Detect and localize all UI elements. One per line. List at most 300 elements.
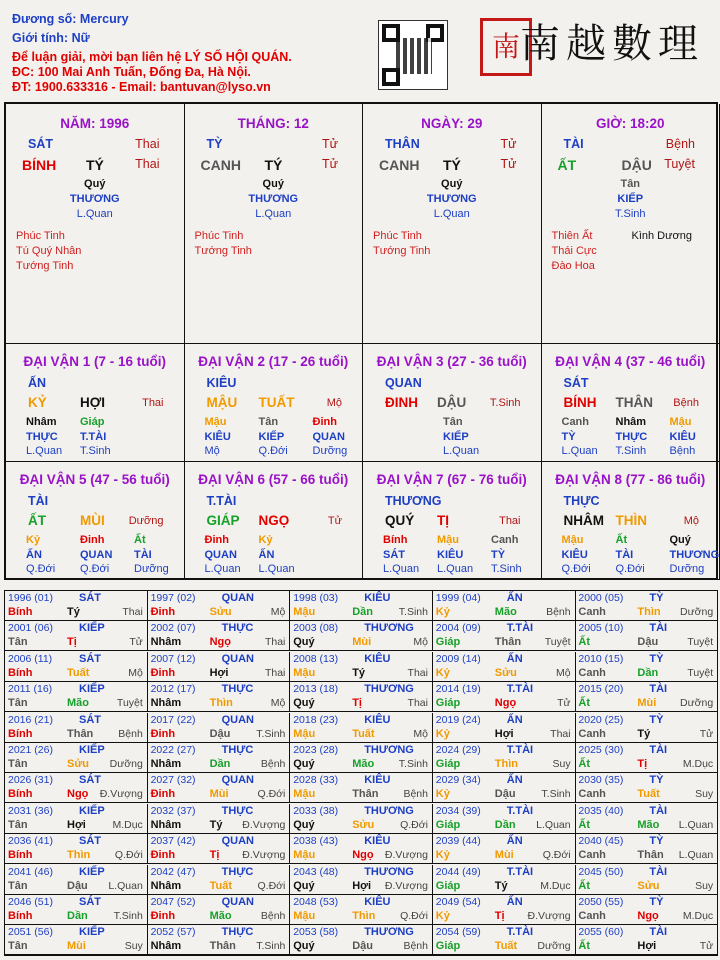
pillar-2 — [363, 104, 542, 344]
year-label: 2041 (46) — [8, 865, 53, 878]
year-cell[interactable] — [290, 804, 433, 834]
year-stem: Giáp — [435, 879, 461, 892]
pillar-stem: CANH — [200, 157, 241, 173]
year-cell[interactable] — [290, 895, 433, 925]
year-label: 2032 (37) — [150, 804, 196, 817]
year-phase: Đ.Vượng — [384, 849, 428, 862]
year-ten-god: QUAN — [221, 592, 254, 604]
year-cell[interactable] — [290, 652, 433, 682]
year-stem: Tân — [8, 636, 28, 649]
year-branch: Tý — [67, 606, 80, 618]
year-stem: Đinh — [150, 606, 176, 618]
year-branch: Sửu — [637, 879, 660, 892]
dai-van-hidden-god: TÀI — [134, 549, 152, 561]
pillar-hidden-phase: L.Quan — [255, 208, 292, 220]
year-cell[interactable] — [290, 621, 433, 651]
dai-van-branch: MÙI — [80, 513, 105, 528]
year-phase: Bệnh — [546, 606, 571, 618]
year-phase: Tuyệt — [116, 697, 143, 710]
year-stem: Tân — [8, 940, 28, 953]
pillar-ten-god: TÀI — [563, 137, 584, 151]
dai-van-hidden-phase: L.Quan — [258, 563, 295, 575]
year-branch: Mão — [494, 606, 517, 618]
dai-van-stem: MẬU — [206, 395, 238, 410]
year-stem: Tân — [8, 818, 28, 831]
year-label: 2051 (56) — [8, 926, 53, 939]
year-cell[interactable] — [433, 591, 576, 621]
year-stem: Ất — [578, 758, 590, 770]
dai-van-4[interactable] — [542, 344, 720, 462]
year-cell[interactable] — [148, 682, 291, 712]
year-cell[interactable] — [575, 895, 718, 925]
dai-van-hidden-god: TỲ — [491, 549, 506, 561]
year-phase: Mộ — [270, 606, 286, 618]
year-stem: Quý — [293, 879, 315, 892]
year-cell[interactable] — [290, 925, 433, 955]
year-cell[interactable] — [290, 682, 433, 712]
pillar-star: Tú Quý Nhân — [16, 245, 82, 257]
year-label: 2029 (34) — [435, 774, 481, 787]
year-cell[interactable] — [575, 865, 718, 895]
dai-van-hidden-god: T.TÀI — [80, 431, 107, 443]
year-branch: Sửu — [67, 758, 90, 770]
year-branch: Tuất — [494, 940, 518, 953]
year-cell[interactable] — [433, 713, 576, 743]
year-phase: Mộ — [128, 666, 143, 679]
year-cell[interactable] — [5, 804, 148, 834]
year-label: 2052 (57) — [150, 926, 196, 939]
year-cell[interactable] — [5, 591, 148, 621]
year-cell[interactable] — [5, 621, 148, 651]
year-phase: Đ.Vượng — [242, 818, 286, 831]
year-phase: Q.Đới — [257, 788, 286, 801]
year-label: 2045 (50) — [578, 865, 624, 878]
year-cell[interactable] — [148, 925, 291, 955]
year-phase: M.Dục — [540, 879, 571, 892]
dai-van-phase: Mộ — [683, 515, 699, 527]
year-cell[interactable] — [148, 895, 291, 925]
dai-van-1[interactable] — [6, 344, 185, 462]
year-label: 2026 (31) — [8, 774, 53, 787]
year-stem: Giáp — [435, 697, 461, 710]
year-cell[interactable] — [5, 834, 148, 864]
year-stem: Giáp — [435, 758, 461, 770]
year-ten-god: KIẾP — [79, 804, 105, 817]
year-ten-god: T.TÀI — [506, 622, 534, 635]
year-cell[interactable] — [5, 925, 148, 955]
dai-van-hidden-stem: Mậu — [204, 416, 227, 428]
pillar-ten-god: THÂN — [385, 137, 420, 151]
year-stem: Ất — [578, 697, 590, 710]
year-label: 1997 (02) — [150, 592, 196, 604]
dai-van-hidden-stem: Đinh — [312, 416, 337, 428]
pillar-title: THÁNG: 12 — [237, 116, 309, 131]
year-ten-god: KIÊU — [364, 896, 391, 908]
dai-van-title: ĐẠI VẬN 1 (7 - 16 tuổi) — [23, 354, 166, 369]
year-phase: L.Quan — [108, 879, 143, 892]
dai-van-title: ĐẠI VẬN 8 (77 - 86 tuổi) — [555, 472, 706, 487]
year-stem: Đinh — [150, 910, 176, 922]
pillar-branch: DẬU — [621, 157, 652, 173]
year-cell[interactable] — [575, 743, 718, 773]
year-cell[interactable] — [433, 865, 576, 895]
year-label: 2001 (06) — [8, 622, 53, 635]
year-phase: T.Sinh — [256, 727, 286, 740]
pillar-phase2: Tuyệt — [664, 157, 695, 171]
dai-van-title: ĐẠI VẬN 3 (27 - 36 tuổi) — [376, 354, 527, 369]
dai-van-phase: Dưỡng — [128, 515, 164, 527]
year-cell[interactable] — [5, 652, 148, 682]
year-cell[interactable] — [5, 713, 148, 743]
year-cell[interactable] — [290, 713, 433, 743]
pillar-hidden-god: KIẾP — [617, 193, 644, 205]
year-stem: Mậu — [293, 910, 316, 922]
year-cell[interactable] — [5, 743, 148, 773]
year-cell[interactable] — [290, 773, 433, 803]
year-cell[interactable] — [575, 804, 718, 834]
year-cell[interactable] — [148, 591, 291, 621]
year-phase: Q.Đới — [257, 879, 286, 892]
dai-van-hidden-god: TỲ — [561, 431, 576, 443]
dai-van-hidden-god: QUAN — [204, 549, 237, 561]
pillar-title: GIỜ: 18:20 — [595, 116, 665, 131]
seal-logo-icon: 南 — [480, 18, 532, 76]
year-stem: Đinh — [150, 666, 176, 679]
year-branch: Sửu — [352, 818, 375, 831]
year-phase: Bệnh — [403, 940, 428, 953]
year-stem: Tân — [8, 697, 28, 710]
year-cell[interactable] — [5, 682, 148, 712]
dai-van-title: ĐẠI VẬN 4 (37 - 46 tuổi) — [555, 354, 706, 369]
year-stem: Canh — [578, 606, 606, 618]
year-label: 2019 (24) — [435, 713, 481, 726]
year-phase: Tử — [699, 940, 714, 953]
pillar-phase2: Thai — [135, 157, 160, 171]
year-ten-god: TÀI — [649, 622, 668, 635]
year-branch: Ngọ — [637, 910, 659, 922]
year-stem: Canh — [578, 910, 606, 922]
dai-van-hidden-stem: Canh — [561, 416, 589, 428]
pillar-star: Tướng Tinh — [16, 260, 74, 272]
year-stem: Bính — [8, 910, 33, 922]
contact-message: Để luận giải, mời bạn liên hệ LÝ SỐ HỘI QUÁN. — [12, 50, 292, 64]
pillar-star: Tướng Tinh — [373, 245, 431, 257]
pillar-stem: ẤT — [557, 157, 577, 173]
dai-van-hidden-phase: L.Quan — [204, 563, 241, 575]
year-cell[interactable] — [433, 773, 576, 803]
year-cell[interactable] — [148, 743, 291, 773]
year-ten-god: T.TÀI — [506, 865, 534, 878]
pillar-hidden-phase: L.Quan — [76, 208, 113, 220]
dai-van-3[interactable] — [363, 344, 542, 462]
year-cell[interactable] — [148, 834, 291, 864]
year-label: 2048 (53) — [293, 896, 339, 908]
year-branch: Mão — [209, 910, 232, 922]
year-cell[interactable] — [148, 713, 291, 743]
dai-van-hidden-god: ẤN — [26, 549, 42, 561]
dai-van-hidden-god: KIÊU — [561, 549, 588, 561]
year-stem: Canh — [578, 727, 606, 740]
year-cell[interactable] — [433, 804, 576, 834]
year-label: 2009 (14) — [435, 652, 481, 665]
year-cell[interactable] — [433, 834, 576, 864]
pillar-title: NGÀY: 29 — [421, 116, 483, 131]
year-branch: Thìn — [67, 849, 91, 862]
year-phase: M.Dục — [682, 910, 714, 922]
year-branch: Hợi — [67, 818, 86, 831]
year-ten-god: SÁT — [79, 896, 101, 908]
year-branch: Mão — [352, 758, 375, 770]
dai-van-hidden-phase: Dưỡng — [669, 563, 705, 575]
pillar-branch: TÝ — [443, 157, 461, 173]
year-label: 2018 (23) — [293, 713, 339, 726]
year-ten-god: TỲ — [649, 774, 664, 787]
year-stem: Ất — [578, 940, 590, 953]
year-ten-god: SÁT — [79, 652, 101, 665]
dai-van-hidden-stem: Nhâm — [615, 416, 647, 428]
year-branch: Dậu — [209, 727, 231, 740]
year-label: 2028 (33) — [293, 774, 339, 787]
year-cell[interactable] — [148, 865, 291, 895]
year-phase: Mộ — [413, 636, 428, 649]
year-branch: Tuất — [209, 879, 232, 892]
year-phase: L.Quan — [678, 849, 714, 862]
pillar-star: Tướng Tinh — [194, 245, 252, 257]
year-stem: Mậu — [293, 788, 316, 801]
year-ten-god: TÀI — [649, 744, 668, 756]
year-branch: Thìn — [494, 758, 519, 770]
year-stem: Kỷ — [435, 606, 450, 618]
year-stem: Kỷ — [435, 849, 450, 862]
year-cell[interactable] — [433, 621, 576, 651]
year-cell[interactable] — [433, 743, 576, 773]
dai-van-hidden-stem: Quý — [669, 534, 691, 546]
year-branch: Thân — [494, 636, 522, 649]
dai-van-hidden-stem: Mậu — [669, 416, 692, 428]
year-label: 2013 (18) — [293, 683, 339, 696]
year-label: 2034 (39) — [435, 804, 481, 817]
year-cell[interactable] — [5, 865, 148, 895]
dai-van-5[interactable] — [6, 462, 185, 580]
year-ten-god: THỰC — [221, 804, 254, 817]
year-ten-god: KIẾP — [79, 622, 105, 635]
year-label: 2038 (43) — [293, 835, 339, 848]
year-stem: Canh — [578, 849, 606, 862]
year-cell[interactable] — [575, 591, 718, 621]
year-ten-god: TỲ — [649, 835, 664, 848]
pillar-star: Phúc Tinh — [373, 230, 422, 242]
year-ten-god: SÁT — [79, 835, 101, 848]
dai-van-2[interactable] — [185, 344, 364, 462]
dai-van-hidden-stem: Mậu — [437, 534, 459, 546]
year-cell[interactable] — [575, 713, 718, 743]
year-phase: L.Quan — [536, 818, 571, 831]
year-cell[interactable] — [575, 652, 718, 682]
dai-van-branch: NGỌ — [258, 513, 290, 528]
header — [0, 0, 720, 100]
year-label: 2011 (16) — [8, 683, 53, 696]
year-cell[interactable] — [290, 743, 433, 773]
year-branch: Tị — [494, 910, 505, 922]
year-label: 2016 (21) — [8, 713, 53, 726]
dai-van-hidden-stem: Tân — [443, 416, 463, 428]
year-ten-god: ẤN — [506, 592, 523, 604]
year-ten-god: TỲ — [649, 652, 664, 665]
dai-van-phase: Tử — [327, 515, 342, 527]
dai-van-hidden-god: SÁT — [383, 549, 405, 561]
dai-van-stem: GIÁP — [206, 513, 240, 528]
year-cell[interactable] — [290, 865, 433, 895]
dai-van-hidden-phase: Q.Đới — [26, 563, 56, 575]
dai-van-god: T.TÀI — [206, 494, 237, 508]
year-phase: Đ.Vượng — [527, 910, 571, 922]
pillar-hidden-stem: Quý — [262, 178, 284, 190]
year-phase: M.Dục — [112, 818, 143, 831]
dai-van-god: QUAN — [385, 376, 422, 390]
year-cell[interactable] — [290, 591, 433, 621]
year-branch: Thân — [209, 940, 236, 953]
pillar-1 — [185, 104, 364, 344]
year-ten-god: TÀI — [649, 926, 668, 939]
year-branch: Mùi — [494, 849, 514, 862]
year-ten-god: QUAN — [221, 713, 254, 726]
year-stem: Canh — [578, 666, 606, 679]
year-branch: Tý — [494, 879, 508, 892]
year-branch: Thân — [637, 849, 664, 862]
year-ten-god: KIÊU — [364, 774, 391, 787]
dai-van-hidden-stem: Tân — [258, 416, 279, 428]
dai-van-phase: Mộ — [326, 397, 342, 409]
dai-van-god: THƯƠNG — [385, 494, 442, 508]
year-cell[interactable] — [575, 925, 718, 955]
dai-van-hidden-phase: L.Quan — [383, 563, 420, 575]
year-label: 2043 (48) — [293, 865, 339, 878]
year-ten-god: TỲ — [649, 896, 664, 908]
dai-van-hidden-phase: T.Sinh — [491, 563, 522, 575]
year-cell[interactable] — [575, 682, 718, 712]
dai-van-hidden-phase: T.Sinh — [80, 445, 111, 457]
year-cell[interactable] — [5, 773, 148, 803]
dai-van-hidden-stem: Mậu — [561, 534, 584, 546]
year-phase: Thai — [550, 727, 571, 740]
dai-van-hidden-god: ẤN — [258, 549, 275, 561]
gender-label: Giới tính: Nữ — [12, 31, 90, 45]
year-branch: Mùi — [67, 940, 86, 953]
year-ten-god: THƯƠNG — [364, 744, 414, 756]
year-label: 2042 (47) — [150, 865, 196, 878]
year-ten-god: QUAN — [221, 774, 254, 787]
year-cell[interactable] — [575, 773, 718, 803]
year-ten-god: SÁT — [79, 774, 101, 787]
year-label: 2021 (26) — [8, 744, 53, 756]
year-cell[interactable] — [148, 652, 291, 682]
year-label: 2002 (07) — [150, 622, 196, 635]
dai-van-hidden-phase: Q.Đới — [561, 563, 591, 575]
year-branch: Dần — [637, 666, 659, 679]
year-cell[interactable] — [290, 834, 433, 864]
year-stem: Đinh — [150, 849, 176, 862]
year-phase: Suy — [695, 879, 714, 892]
year-label: 2031 (36) — [8, 804, 53, 817]
year-label: 2046 (51) — [8, 896, 53, 908]
year-cell[interactable] — [433, 682, 576, 712]
year-stem: Nhâm — [150, 940, 182, 953]
year-label: 2023 (28) — [293, 744, 339, 756]
year-ten-god: KIÊU — [364, 713, 391, 726]
year-cell[interactable] — [433, 895, 576, 925]
year-ten-god: THƯƠNG — [364, 865, 414, 878]
year-stem: Kỷ — [435, 788, 450, 801]
year-stem: Mậu — [293, 727, 316, 740]
year-ten-god: T.TÀI — [506, 804, 534, 817]
dai-van-title: ĐẠI VẬN 2 (17 - 26 tuổi) — [198, 354, 349, 369]
dai-van-hidden-phase: L.Quan — [437, 563, 474, 575]
qr-code-icon[interactable] — [378, 20, 448, 90]
year-phase: Q.Đới — [400, 910, 428, 922]
year-cell[interactable] — [148, 773, 291, 803]
year-phase: Mộ — [556, 666, 571, 679]
pillar-hidden-god: THƯƠNG — [426, 193, 477, 205]
year-branch: Mão — [67, 697, 89, 710]
pillar-star: Kình Dương — [631, 230, 692, 242]
year-stem: Giáp — [435, 636, 461, 649]
year-label: 2012 (17) — [150, 683, 196, 696]
year-cell[interactable] — [433, 652, 576, 682]
dai-van-6[interactable] — [185, 462, 364, 580]
year-stem: Đinh — [150, 727, 176, 740]
dai-van-hidden-phase: Dưỡng — [312, 445, 348, 457]
year-stem: Mậu — [293, 666, 316, 679]
year-branch: Ngọ — [494, 697, 517, 710]
year-cell[interactable] — [5, 895, 148, 925]
year-cell[interactable] — [433, 925, 576, 955]
pillar-stem: CANH — [379, 157, 420, 173]
year-branch: Hợi — [209, 666, 229, 679]
year-stem: Tân — [8, 879, 28, 892]
dai-van-hidden-phase: Q.Đới — [615, 563, 645, 575]
address-line: ĐC: 100 Mai Anh Tuấn, Đống Đa, Hà Nội. — [12, 65, 251, 79]
year-label: 2010 (15) — [578, 652, 624, 665]
phone-email-line[interactable]: ĐT: 1900.633316 - Email: bantuvan@lyso.vn — [12, 80, 271, 94]
dai-van-hidden-god: KIÊU — [204, 431, 231, 443]
year-ten-god: ẤN — [506, 652, 523, 665]
year-stem: Bính — [8, 849, 33, 862]
year-stem: Mậu — [293, 849, 316, 862]
dai-van-7[interactable] — [363, 462, 542, 580]
pillar-phase: Bệnh — [665, 137, 695, 151]
dai-van-hidden-god: KIẾP — [443, 431, 469, 443]
dai-van-branch: THÂN — [615, 395, 653, 410]
year-cell[interactable] — [148, 804, 291, 834]
year-ten-god: ẤN — [506, 896, 523, 908]
year-label: 1998 (03) — [293, 592, 339, 604]
year-label: 1996 (01) — [8, 592, 53, 604]
dai-van-8[interactable] — [542, 462, 720, 580]
dai-van-hidden-stem: Đinh — [204, 534, 229, 546]
dai-van-stem: BÍNH — [563, 395, 597, 410]
year-branch: Thìn — [637, 606, 661, 618]
dai-van-phase: T.Sinh — [489, 397, 521, 409]
year-ten-god: THƯƠNG — [364, 622, 414, 635]
dai-van-hidden-phase: Q.Đới — [258, 445, 288, 457]
year-cell[interactable] — [575, 621, 718, 651]
year-cell[interactable] — [575, 834, 718, 864]
brand-logo: 南越數理 — [520, 21, 704, 67]
pillar-hidden-god: THƯƠNG — [248, 193, 299, 205]
pillar-stem: BÍNH — [22, 157, 57, 173]
year-cell[interactable] — [148, 621, 291, 651]
year-stem: Bính — [8, 666, 33, 679]
